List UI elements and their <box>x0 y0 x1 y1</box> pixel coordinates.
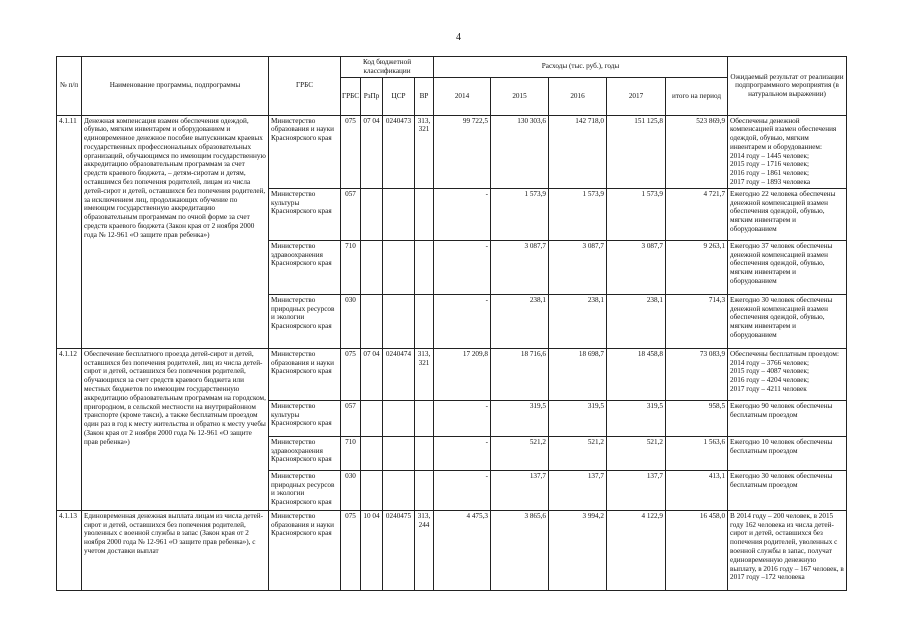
cell-y2017: 151 125,8 <box>607 115 666 188</box>
table-header <box>57 57 847 116</box>
grbs-name: Министерство культуры Красноярского края <box>269 400 341 436</box>
grbs-name: Министерство здравоохранения Красноярского края <box>269 240 341 294</box>
header-total: итого на период <box>666 77 728 115</box>
cell-grbs: 710 <box>341 436 361 470</box>
program-name: Обеспечение бесплатного проезда детей-сирот и детей, оставшихся без попечения родителей, лиц из числа детей-сирот и детей, оставшихся без попечения родителей, обучающихся за счет средств краевого бюджета или местных бюджетов по имеющим государственную аккредитацию образовательным программам на городском, пригородном, в сельской местности на внутрирайонном транспорте (кроме такси), а также бесплатным проездом один раз в год к месту жительства и обратно к месту учебы (Закон края от 2 ноября 2000 года № 12-961 «О защите прав ребенка») <box>82 348 269 510</box>
cell-result: Ежегодно 90 человек обеспечены бесплатным проездом <box>728 400 847 436</box>
cell-total: 4 721,7 <box>666 188 728 240</box>
cell-grbs: 057 <box>341 400 361 436</box>
cell-y2014: - <box>434 400 491 436</box>
cell-result: Обеспечены бесплатным проездом: 2014 году – 3766 человек; 2015 году – 4087 человек; 2016 году – 4204 человек; 2017 году – 4211 человек <box>728 348 847 400</box>
header-result: Ожидаемый результат от реализации подпрограммного мероприятия (в натуральном выражении) <box>728 57 847 116</box>
table-body <box>57 115 847 590</box>
cell-y2017: 137,7 <box>607 470 666 510</box>
grbs-name: Министерство природных ресурсов и экологии Красноярского края <box>269 294 341 348</box>
cell-rzpr <box>361 188 383 240</box>
cell-total: 714,3 <box>666 294 728 348</box>
cell-vr <box>415 188 434 240</box>
header-year-2017: 2017 <box>607 77 666 115</box>
cell-csr: 0240474 <box>383 348 415 400</box>
cell-csr <box>383 400 415 436</box>
cell-csr <box>383 188 415 240</box>
grbs-name: Министерство природных ресурсов и экологии Красноярского края <box>269 470 341 510</box>
cell-total: 413,1 <box>666 470 728 510</box>
cell-y2016: 3 087,7 <box>549 240 607 294</box>
cell-vr: 313, 321 <box>415 115 434 188</box>
cell-y2014: 17 209,8 <box>434 348 491 400</box>
grbs-name: Министерство образования и науки Красноярского края <box>269 510 341 590</box>
cell-result: Обеспечены денежной компенсацией взамен обеспечения одеждой, обувью, мягким инвентарем и оборудованием: 2014 году – 1445 человек; 2015 году – 1716 человек; 2016 году – 1861 человек; 2017 году – 1893 человека <box>728 115 847 188</box>
grbs-name: Министерство культуры Красноярского края <box>269 188 341 240</box>
cell-csr <box>383 240 415 294</box>
cell-rzpr <box>361 294 383 348</box>
cell-vr <box>415 294 434 348</box>
cell-total: 1 563,6 <box>666 436 728 470</box>
cell-rzpr <box>361 400 383 436</box>
cell-grbs: 710 <box>341 240 361 294</box>
cell-result: Ежегодно 30 человек обеспечены денежной компенсацией взамен обеспечения одеждой, обувью, мягким инвентарем и оборудованием <box>728 294 847 348</box>
cell-result: Ежегодно 22 человека обеспечены денежной компенсацией взамен обеспечения одеждой, обувью, мягким инвентарем и оборудованием <box>728 188 847 240</box>
cell-vr <box>415 470 434 510</box>
cell-y2015: 3 865,6 <box>491 510 549 590</box>
cell-rzpr: 07 04 <box>361 348 383 400</box>
header-grbs: ГРБС <box>269 57 341 116</box>
cell-y2017: 4 122,9 <box>607 510 666 590</box>
cell-y2016: 238,1 <box>549 294 607 348</box>
header-year-2015: 2015 <box>491 77 549 115</box>
cell-y2017: 18 458,8 <box>607 348 666 400</box>
cell-csr <box>383 436 415 470</box>
cell-y2015: 3 087,7 <box>491 240 549 294</box>
page-number: 4 <box>456 32 461 43</box>
cell-rzpr <box>361 436 383 470</box>
grbs-name: Министерство образования и науки Красноярского края <box>269 348 341 400</box>
cell-vr: 313, 244 <box>415 510 434 590</box>
cell-csr: 0240475 <box>383 510 415 590</box>
cell-y2016: 137,7 <box>549 470 607 510</box>
table-row <box>57 510 847 590</box>
cell-grbs: 075 <box>341 510 361 590</box>
table-row <box>57 348 847 400</box>
header-year-2016: 2016 <box>549 77 607 115</box>
cell-y2014: 99 722,5 <box>434 115 491 188</box>
cell-rzpr: 07 04 <box>361 115 383 188</box>
cell-vr <box>415 436 434 470</box>
cell-y2017: 1 573,9 <box>607 188 666 240</box>
cell-grbs: 030 <box>341 294 361 348</box>
program-name: Единовременная денежная выплата лицам из числа детей-сирот и детей, оставшихся без попечения родителей, уволенных с военной службы в запас (Закон края от 2 ноября 2000 года № 12-961 «О защите прав ребенка»), с учетом доставки выплат <box>82 510 269 590</box>
row-number: 4.1.12 <box>57 348 82 510</box>
header-year-2014: 2014 <box>434 77 491 115</box>
cell-y2016: 18 698,7 <box>549 348 607 400</box>
grbs-name: Министерство образования и науки Красноярского края <box>269 115 341 188</box>
cell-y2015: 319,5 <box>491 400 549 436</box>
cell-grbs: 075 <box>341 115 361 188</box>
header-expenses-group: Расходы (тыс. руб.), годы <box>434 57 728 78</box>
header-code-rzpr: РзПр <box>361 77 383 115</box>
cell-y2017: 3 087,7 <box>607 240 666 294</box>
cell-y2015: 521,2 <box>491 436 549 470</box>
cell-csr: 0240473 <box>383 115 415 188</box>
cell-csr <box>383 470 415 510</box>
cell-result: Ежегодно 37 человек обеспечены денежной компенсацией взамен обеспечения одеждой, обувью, мягким инвентарем и оборудованием <box>728 240 847 294</box>
cell-total: 73 083,9 <box>666 348 728 400</box>
row-number: 4.1.11 <box>57 115 82 348</box>
cell-y2014: - <box>434 436 491 470</box>
cell-y2014: - <box>434 294 491 348</box>
table-row <box>57 115 847 188</box>
cell-y2015: 238,1 <box>491 294 549 348</box>
header-name: Наименование программы, подпрограммы <box>82 57 269 116</box>
program-name: Денежная компенсация взамен обеспечения одеждой, обувью, мягким инвентарем и оборудованием и единовременное денежное пособие выпускникам краевых государственных профессиональных образовательных организаций, обучающимся по имеющим государственную аккредитацию образовательным программам за счет средств краевого бюджета, – детям-сиротам и детям, оставшимся без попечения родителей, лицам из числа детей-сирот и детей, оставшихся без попечения родителей, за исключением лиц, продолжающих обучение по имеющим государственную аккредитацию образовательным программам по очной форме за счет средств краевого бюджета (Закон края от 2 ноября 2000 года № 12-961 «О защите прав ребенка») <box>82 115 269 348</box>
cell-rzpr: 10 04 <box>361 510 383 590</box>
header-code-group: Код бюджетной классификации <box>341 57 434 78</box>
cell-y2016: 142 718,0 <box>549 115 607 188</box>
cell-y2016: 1 573,9 <box>549 188 607 240</box>
cell-y2016: 319,5 <box>549 400 607 436</box>
cell-y2014: - <box>434 240 491 294</box>
cell-total: 523 869,9 <box>666 115 728 188</box>
cell-grbs: 075 <box>341 348 361 400</box>
cell-result: Ежегодно 30 человек обеспечены бесплатным проездом <box>728 470 847 510</box>
header-code-grbs: ГРБС <box>341 77 361 115</box>
cell-y2015: 130 303,6 <box>491 115 549 188</box>
cell-csr <box>383 294 415 348</box>
cell-result: Ежегодно 10 человек обеспечены бесплатным проездом <box>728 436 847 470</box>
cell-y2014: - <box>434 188 491 240</box>
cell-y2015: 1 573,9 <box>491 188 549 240</box>
row-number: 4.1.13 <box>57 510 82 590</box>
program-table <box>56 56 847 591</box>
grbs-name: Министерство здравоохранения Красноярского края <box>269 436 341 470</box>
cell-y2014: 4 475,3 <box>434 510 491 590</box>
cell-grbs: 030 <box>341 470 361 510</box>
cell-y2014: - <box>434 470 491 510</box>
header-code-csr: ЦСР <box>383 77 415 115</box>
cell-y2015: 137,7 <box>491 470 549 510</box>
cell-vr <box>415 400 434 436</box>
header-code-vr: ВР <box>415 77 434 115</box>
cell-y2017: 238,1 <box>607 294 666 348</box>
cell-y2016: 3 994,2 <box>549 510 607 590</box>
header-num: № п/п <box>57 57 82 116</box>
cell-total: 16 458,0 <box>666 510 728 590</box>
cell-vr <box>415 240 434 294</box>
cell-rzpr <box>361 470 383 510</box>
cell-vr: 313, 321 <box>415 348 434 400</box>
cell-total: 9 263,1 <box>666 240 728 294</box>
cell-y2017: 521,2 <box>607 436 666 470</box>
cell-result: В 2014 году – 200 человек, в 2015 году 162 человека из числа детей-сирот и детей, оставшихся без попечения родителей, уволенных с военной службы в запас, получат единовременную денежную выплату, в 2016 году – 167 человек, в 2017 году –172 человека <box>728 510 847 590</box>
cell-y2016: 521,2 <box>549 436 607 470</box>
cell-grbs: 057 <box>341 188 361 240</box>
cell-y2017: 319,5 <box>607 400 666 436</box>
cell-y2015: 18 716,6 <box>491 348 549 400</box>
cell-total: 958,5 <box>666 400 728 436</box>
cell-rzpr <box>361 240 383 294</box>
